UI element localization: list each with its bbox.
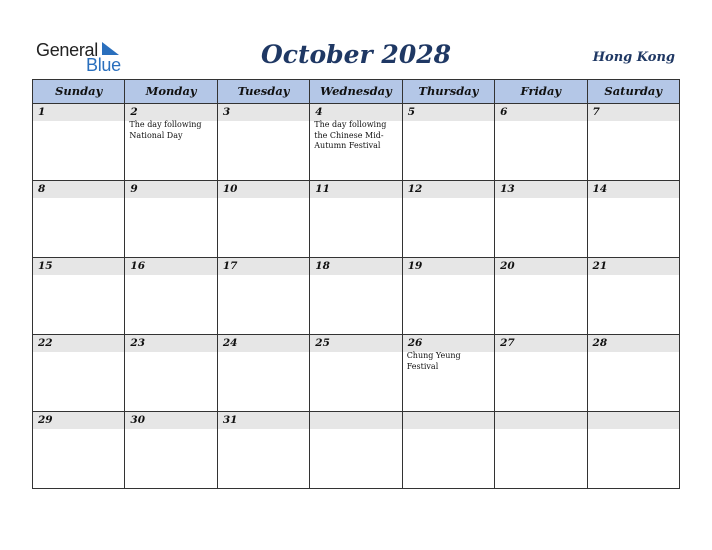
day-number: 12: [403, 181, 494, 198]
logo-general-text: General: [36, 40, 98, 60]
day-number: 17: [218, 258, 309, 275]
day-number: 16: [125, 258, 216, 275]
day-number: 23: [125, 335, 216, 352]
day-cell: [310, 258, 402, 334]
day-cell: [495, 258, 587, 334]
day-cell: [125, 335, 217, 411]
day-number: 6: [495, 104, 586, 121]
region-label: Hong Kong: [592, 50, 675, 65]
day-number: 9: [125, 181, 216, 198]
day-cell: [403, 258, 495, 334]
weekday-header: Tuesday: [218, 80, 310, 103]
day-number: 22: [33, 335, 124, 352]
weekday-header: Saturday: [604, 84, 663, 98]
day-cell: [495, 104, 587, 180]
day-number: 4: [310, 104, 401, 121]
day-cell: [403, 181, 495, 257]
day-cell: [33, 258, 125, 334]
day-number: 27: [495, 335, 586, 352]
day-number: 20: [495, 258, 586, 275]
day-cell: [495, 335, 587, 411]
weekday-header: Sunday: [33, 80, 125, 103]
logo-blue-text: Blue: [86, 55, 121, 75]
day-cell: [310, 181, 402, 257]
day-cell: [310, 104, 402, 180]
calendar-grid: [32, 79, 680, 489]
day-number: 15: [33, 258, 124, 275]
day-cell: [310, 412, 402, 488]
day-number: 21: [588, 258, 679, 275]
day-number: [495, 412, 586, 429]
day-cell: [218, 104, 310, 180]
holiday-note: Chung Yeung Festival: [406, 351, 461, 371]
day-number: 10: [218, 181, 309, 198]
day-cell: [218, 335, 310, 411]
day-cell: [588, 181, 679, 257]
day-cell: [588, 335, 679, 411]
day-number: 3: [218, 104, 309, 121]
weekday-header: Wednesday: [310, 80, 402, 103]
day-number: [310, 412, 401, 429]
day-cell: [310, 335, 402, 411]
weeks-container: [33, 104, 679, 488]
day-number: 7: [588, 104, 679, 121]
day-number: 30: [125, 412, 216, 429]
day-cell: [125, 412, 217, 488]
day-cell: [403, 335, 495, 411]
day-number: 11: [310, 181, 401, 198]
weekday-header-row: [33, 80, 679, 104]
weekday-header: Monday: [125, 80, 217, 103]
day-number: 8: [33, 181, 124, 198]
day-number: 26: [403, 335, 494, 352]
day-cell: [495, 412, 587, 488]
day-number: 19: [403, 258, 494, 275]
day-cell: [33, 181, 125, 257]
day-number: 2: [125, 104, 216, 121]
day-cell: [495, 181, 587, 257]
day-cell: [403, 104, 495, 180]
week-row: [33, 412, 679, 488]
day-cell: [588, 412, 679, 488]
weekday-header: Friday: [495, 80, 587, 103]
day-cell: [588, 258, 679, 334]
day-cell: [218, 412, 310, 488]
day-cell: [588, 104, 679, 180]
holiday-note: The day following the Chinese Mid-Autumn Festival: [314, 120, 387, 150]
week-row: [33, 335, 679, 412]
day-cell: [125, 181, 217, 257]
day-number: 28: [588, 335, 679, 352]
day-number: 29: [33, 412, 124, 429]
day-number: 24: [218, 335, 309, 352]
weekday-header: Thursday: [403, 80, 495, 103]
day-number: 25: [310, 335, 401, 352]
day-number: [588, 412, 679, 429]
holiday-note: The day following National Day: [129, 120, 202, 140]
day-number: 18: [310, 258, 401, 275]
week-row: [33, 258, 679, 335]
day-cell: [125, 258, 217, 334]
day-cell: [403, 412, 495, 488]
day-cell: [125, 104, 217, 180]
day-number: 1: [33, 104, 124, 121]
day-number: 31: [218, 412, 309, 429]
day-number: 13: [495, 181, 586, 198]
day-cell: [218, 181, 310, 257]
day-number: 5: [403, 104, 494, 121]
day-number: [403, 412, 494, 429]
day-cell: [33, 335, 125, 411]
calendar-title: October 2028: [260, 40, 452, 69]
day-cell: [33, 412, 125, 488]
day-cell: [218, 258, 310, 334]
week-row: [33, 181, 679, 258]
day-cell: [33, 104, 125, 180]
day-number: 14: [588, 181, 679, 198]
week-row: [33, 104, 679, 181]
